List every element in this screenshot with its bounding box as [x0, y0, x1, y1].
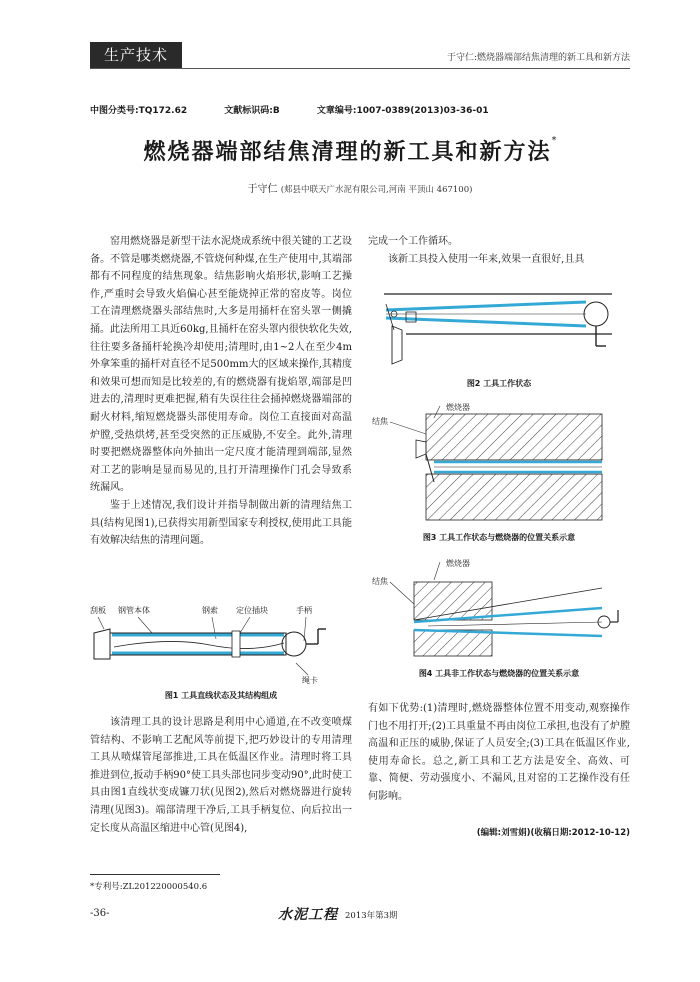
- clc-number: 中图分类号:TQ172.62: [90, 106, 188, 116]
- title-text: 燃烧器端部结焦清理的新工具和新方法: [143, 140, 552, 165]
- paragraph-results: 该新工具投入使用一年来,效果一直很好,且具: [388, 253, 585, 265]
- left-column-bottom: [90, 714, 352, 837]
- fig1-label-pipe-body: 钢管本体: [118, 606, 150, 615]
- fig4-label-burner: 燃烧器: [446, 559, 470, 568]
- fig1-label-locating-block: 定位插块: [236, 606, 268, 615]
- section-tab: 生产技术: [90, 42, 182, 68]
- figure-3: [368, 398, 630, 522]
- author: 于守仁: [247, 184, 278, 195]
- figure-1: [90, 603, 352, 685]
- fig1-label-handle: 手柄: [296, 606, 312, 615]
- fig3-label-coking: 结焦: [372, 417, 388, 426]
- fig4-label-coking: 结焦: [372, 577, 388, 586]
- paragraph-intro: 窑用燃烧器是新型干法水泥烧成系统中很关键的工艺设备。不管是哪类燃烧器,不管烧何种煤,在生产使用中,其端部都有不同程度的结焦现象。结焦影响火焰形状,影响工艺操作,严重时会导致火焰偏心甚至能烧掉正常的窑皮等。岗位工在清理燃烧器头部结焦时,大多是用捅杆在窑头罩一侧撬捅。此法所用工具近60kg,且捅杆在窑头罩内很快软化失效,往往要多备捅杆轮换冷却使用;清理时,由1~2人在至少4m外拿笨重的捅杆对直径不足500mm大的区域来操作,其精度和效果可想而知是比较差的,有的燃烧器有拢焰罩,端部是凹进去的,清理时更难把握,稍有失误往往会捅掉燃烧器端部的耐火材料,缩短燃烧器头部使用寿命。岗位工直接面对高温炉膛,受热烘烤,甚至受突然的正压威胁,不安全。此外,清理时要把燃烧器整体向外抽出一定尺度才能清理到端部,显然对工艺的影响是显而易见的,且打开清理操作门孔会导致系统漏风。: [90, 236, 352, 494]
- right-column-bottom: [368, 700, 630, 806]
- affiliation: (郏县中联天广水泥有限公司,河南 平顶山 467100): [280, 185, 473, 195]
- paragraph-design: 鉴于上述情况,我们设计并指导制做出新的清理结焦工具(结构见图1),已获得实用新型国家专利授权,使用此工具能有效解决结焦的清理问题。: [90, 499, 352, 547]
- paragraph-principle: 该清理工具的设计思路是利用中心通道,在不改变喷煤管结构、不影响工艺配风等前提下,把巧妙设计的专用清理工具从喷煤管尾部推进,工具在低温区作业。清理时将工具推进到位,扳动手柄90°使工具头部也同步变动90°,此时使工具由图1直线状变成镰刀状(见图2),然后对燃烧器进行旋转清理(见图3)。端部清理干净后,工具手柄复位、向后拉出一定长度从高温区缩进中心管(见图4),: [90, 717, 352, 834]
- issue-info: 2013年第3期: [345, 911, 398, 921]
- footnote-rule: [90, 874, 220, 875]
- running-head: 于守仁:燃烧器端部结焦清理的新工具和新方法: [446, 53, 630, 63]
- article-number: 文章编号:1007-0389(2013)03-36-01: [316, 106, 489, 116]
- editor-note: (编辑:刘雪娟)(收稿日期:2012-10-12): [476, 828, 630, 838]
- left-column-top: [90, 233, 352, 550]
- document-code: 文献标识码:B: [224, 106, 280, 116]
- fig1-label-cable: 钢索: [202, 606, 218, 615]
- right-column-top: [368, 233, 630, 268]
- paragraph-advantages: 有如下优势:(1)清理时,燃烧器整体位置不用变动,观察操作门也不用打开;(2)工具重量不再由岗位工承担,也没有了炉膛高温和正压的威胁,保证了人员安全;(3)工具在低温区作业,使用寿命长。总之,新工具和工艺方法是安全、高效、可靠、简便、劳动强度小、不漏风,且对窑的工艺操作没有任何影响。: [368, 703, 630, 802]
- paragraph-cycle-end: 完成一个工作循环。: [368, 236, 458, 247]
- patent-footnote: *专利号:ZL201220000540.6: [90, 882, 208, 892]
- fig3-caption: 图3 工具工作状态与燃烧器的位置关系示意: [422, 533, 576, 542]
- fig4-caption: 图4 工具非工作状态与燃烧器的位置关系示意: [418, 669, 580, 678]
- byline: [90, 180, 630, 195]
- header-rule: [90, 68, 630, 69]
- fig1-label-scraper: 刮板: [90, 606, 106, 615]
- title-footnote-mark: *: [551, 135, 557, 146]
- figure-4: [368, 552, 630, 660]
- fig1-caption: 图1 工具直线状态及其结构组成: [164, 691, 278, 700]
- fig2-caption: 图2 工具工作状态: [466, 379, 532, 388]
- fig1-label-rope-clip: 绳卡: [302, 676, 318, 685]
- journal-logo: 水泥工程: [278, 907, 338, 923]
- page-number: -36-: [90, 908, 110, 919]
- meta-line: [90, 103, 630, 116]
- figure-2: [380, 282, 630, 372]
- fig3-label-burner: 燃烧器: [446, 403, 470, 412]
- article-title: [60, 135, 640, 166]
